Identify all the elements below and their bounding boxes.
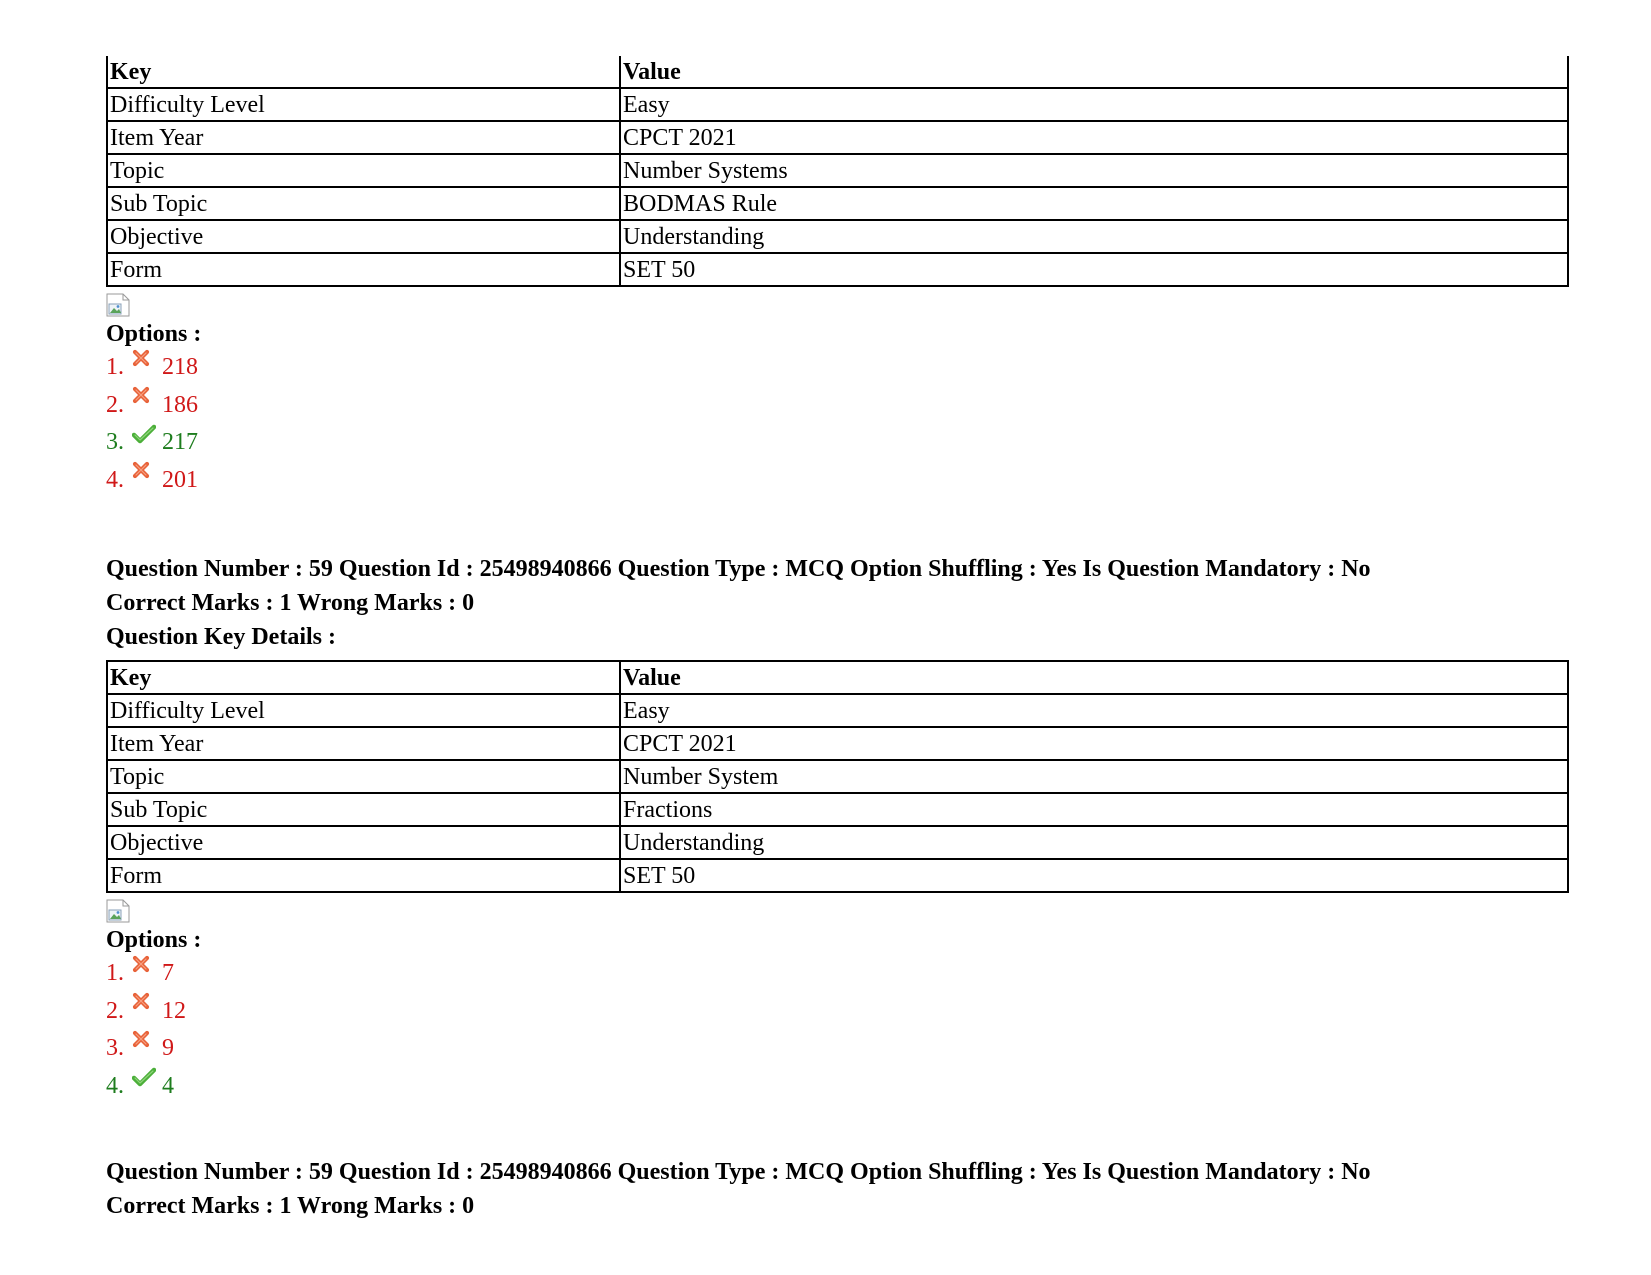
cross-icon [132,349,158,375]
table-cell-value: CPCT 2021 [620,121,1568,154]
option-item [106,1030,1574,1068]
table-cell-key: Difficulty Level [107,88,620,121]
table-header-key: Key [107,56,620,88]
table-cell-key: Topic [107,760,620,793]
table-row [107,694,1568,727]
question-marks-line: Correct Marks : 1 Wrong Marks : 0 [106,590,475,616]
option-number: 3. [106,429,124,455]
option-number: 1. [106,960,124,986]
option-number: 3. [106,1035,124,1061]
question-header-3 [106,1155,1371,1223]
options-list [106,955,1574,1105]
table-cell-value: Easy [620,694,1568,727]
table-cell-value: Understanding [620,220,1568,253]
table-cell-key: Form [107,859,620,892]
table-row [107,187,1568,220]
table-cell-value: SET 50 [620,859,1568,892]
table-cell-value: SET 50 [620,253,1568,286]
table-header-value: Value [620,56,1568,88]
option-value: 4 [162,1072,174,1099]
question-key-details-table [106,56,1569,287]
option-value: 217 [162,429,198,455]
table-row [107,253,1568,286]
table-cell-key: Difficulty Level [107,694,620,727]
table-header-row [107,56,1568,88]
option-value: 186 [162,391,198,418]
table-header-row [107,661,1568,694]
cross-icon [132,386,158,412]
option-value: 9 [162,1035,174,1061]
cross-icon [132,1030,158,1056]
question-header-2 [106,552,1371,654]
broken-image-icon [106,899,130,923]
table-row [107,220,1568,253]
table-cell-key: Objective [107,826,620,859]
table-cell-key: Sub Topic [107,793,620,826]
table-header-value: Value [620,661,1568,694]
table-row [107,88,1568,121]
table-row [107,727,1568,760]
option-item [106,349,1574,387]
table-cell-value: Number Systems [620,154,1568,187]
option-number: 4. [106,1072,124,1099]
option-item [106,424,1574,462]
option-number: 4. [106,466,124,493]
table-cell-key: Objective [107,220,620,253]
question-meta-line: Question Number : 59 Question Id : 25498940866 Question Type : MCQ Option Shuffling : Yes Is Question Mandatory : No [106,556,1371,582]
option-value: 201 [162,466,198,493]
table-header-key: Key [107,661,620,694]
option-number: 1. [106,354,124,380]
question-meta-line: Question Number : 59 Question Id : 25498940866 Question Type : MCQ Option Shuffling : Yes Is Question Mandatory : No [106,1159,1371,1185]
options-label: Options : [106,927,202,953]
option-value: 218 [162,354,198,380]
check-icon [132,1067,158,1093]
table-cell-key: Item Year [107,727,620,760]
table-cell-key: Sub Topic [107,187,620,220]
option-value: 7 [162,960,174,986]
table-row [107,793,1568,826]
table-row [107,760,1568,793]
table-cell-key: Item Year [107,121,620,154]
table-row [107,859,1568,892]
option-item [106,993,1574,1031]
option-value: 12 [162,997,186,1024]
question-marks-line: Correct Marks : 1 Wrong Marks : 0 [106,1193,475,1219]
table-cell-value: BODMAS Rule [620,187,1568,220]
cross-icon [132,992,158,1018]
broken-image-icon [106,293,130,317]
question-block-1 [106,56,1574,499]
cross-icon [132,955,158,981]
option-item [106,387,1574,425]
table-cell-key: Topic [107,154,620,187]
option-number: 2. [106,391,124,418]
check-icon [132,424,158,450]
question-key-details-label: Question Key Details : [106,624,336,650]
table-row [107,826,1568,859]
options-list [106,349,1574,499]
option-item [106,462,1574,500]
cross-icon [132,461,158,487]
option-item [106,1068,1574,1106]
option-number: 2. [106,997,124,1024]
table-cell-value: Number System [620,760,1568,793]
table-cell-value: Fractions [620,793,1568,826]
question-key-details-table [106,660,1569,893]
table-row [107,121,1568,154]
table-cell-value: Understanding [620,826,1568,859]
table-cell-value: CPCT 2021 [620,727,1568,760]
table-row [107,154,1568,187]
table-cell-key: Form [107,253,620,286]
question-block-2 [106,660,1574,1105]
table-cell-value: Easy [620,88,1568,121]
option-item [106,955,1574,993]
options-label: Options : [106,321,202,347]
